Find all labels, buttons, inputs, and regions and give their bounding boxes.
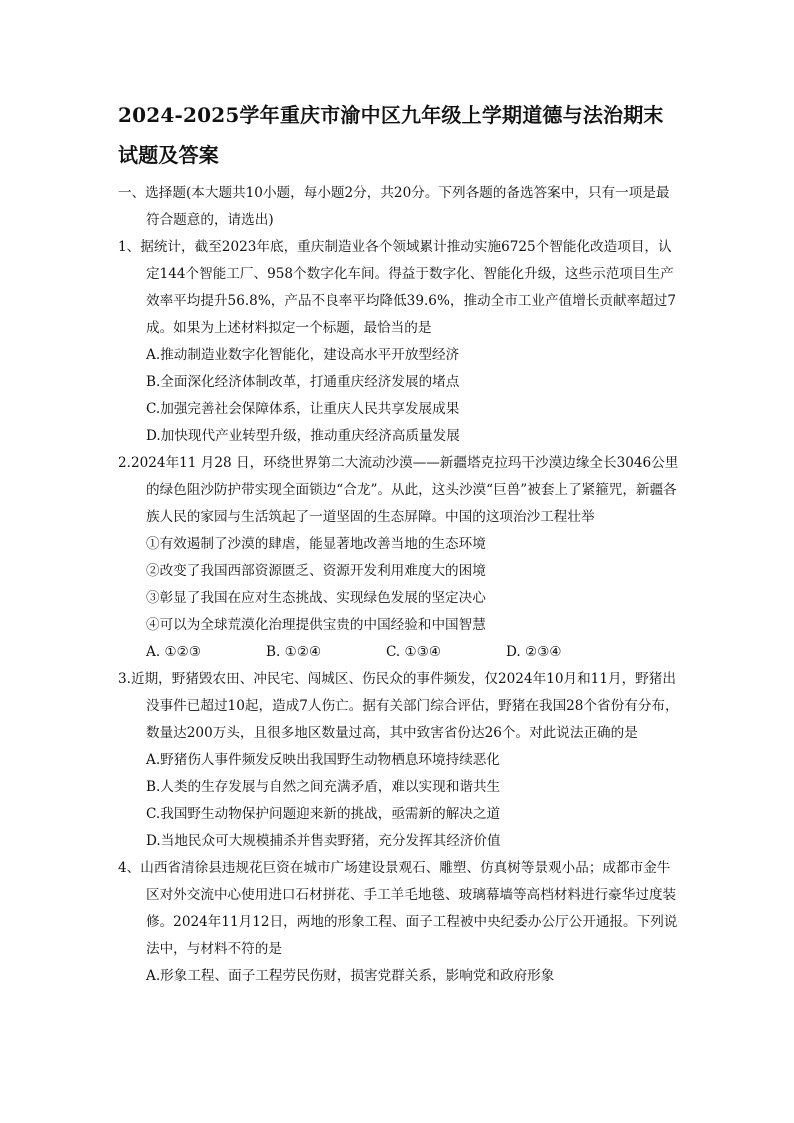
question-2-choice-b: B. ①②④ [266, 644, 322, 660]
question-2-choice-a: A. ①②③ [146, 644, 202, 660]
question-2-statement-4: ④可以为全球荒漠化治理提供宝贵的中国经验和中国智慧 [146, 617, 486, 633]
document-title-line-1: 2024-2025学年重庆市渝中区九年级上学期道德与法治期末 [118, 103, 664, 127]
question-1-stem: 1、据统计，截至2023年底，重庆制造业各个领域累计推动实施6725个智能化改造项目，认定144个智能工厂、958个数字化车间。得益于数字化、智能化升级，这些示范项目生产效率平均提升56.8%，产品不良率平均降低39.6%，推动全市工业产值增长贡献率超过7成。如果为上述材料拟定一个标题，最恰当的是 [118, 239, 677, 336]
question-4-stem: 4、山西省清徐县违规花巨资在城市广场建设景观石、雕塑、仿真树等景观小品；成都市金牛区对外交流中心使用进口石材拼花、手工羊毛地毯、玻璃幕墙等高档材料进行豪华过度装修。2024年11月12日，两地的形象工程、面子工程被中央纪委办公厅公开通报。下列说法中，与材料不符的是 [118, 860, 678, 957]
exam-content [118, 180, 683, 990]
question-2-choice-c: C. ①③④ [386, 644, 442, 660]
question-2-statement-3: ③彰显了我国在应对生态挑战、实现绿色发展的坚定决心 [146, 590, 486, 606]
question-3-option-c: C.我国野生动物保护问题迎来新的挑战，亟需新的解决之道 [146, 806, 501, 822]
document-title-line-2: 试题及答案 [118, 143, 219, 167]
question-2-statement-1: ①有效遏制了沙漠的肆虐，能显著地改善当地的生态环境 [146, 536, 486, 552]
question-1-option-b: B.全面深化经济体制改革，打通重庆经济发展的堵点 [146, 374, 460, 390]
question-2-stem: 2.2024年11 月28 日，环绕世界第二大流动沙漠——新疆塔克拉玛干沙漠边缘全长3046公里的绿色阻沙防护带实现全面锁边“合龙”。从此，这头沙漠“巨兽”被套上了紧箍咒，新疆各族人民的家园与生活筑起了一道坚固的生态屏障。中国的这项治沙工程壮举 [118, 455, 679, 525]
question-2-statement-2: ②改变了我国西部资源匮乏、资源开发利用难度大的困境 [146, 563, 486, 579]
question-3-stem: 3.近期，野猪毁农田、冲民宅、闯城区、伤民众的事件频发，仅2024年10月和11月，野猪出没事件已超过10起，造成7人伤亡。据有关部门综合评估，野猪在我国28个省份有分布，数量达200万头，且很多地区数量过高，其中致害省份达26个。对此说法正确的是 [118, 671, 679, 741]
question-4-option-a: A.形象工程、面子工程劳民伤财，损害党群关系，影响党和政府形象 [146, 968, 555, 984]
question-1-option-a: A.推动制造业数字化智能化，建设高水平开放型经济 [146, 347, 460, 363]
question-1-option-d: D.加快现代产业转型升级，推动重庆经济高质量发展 [146, 428, 460, 444]
question-2-choices [118, 639, 683, 666]
question-3-option-b: B.人类的生存发展与自然之间充满矛盾，难以实现和谐共生 [146, 779, 501, 795]
question-3-option-d: D.当地民众可大规模捕杀并售卖野猪，充分发挥其经济价值 [146, 833, 501, 849]
section-heading: 一、选择题(本大题共10小题，每小题2分，共20分。下列各题的备选答案中，只有一项是最符合题意的，请选出) [118, 185, 670, 228]
question-1-option-c: C.加强完善社会保障体系，让重庆人民共享发展成果 [146, 401, 460, 417]
question-3-option-a: A.野猪伤人事件频发反映出我国野生动物栖息环境持续恶化 [146, 752, 500, 768]
question-2-choice-d: D. ②③④ [506, 644, 562, 660]
